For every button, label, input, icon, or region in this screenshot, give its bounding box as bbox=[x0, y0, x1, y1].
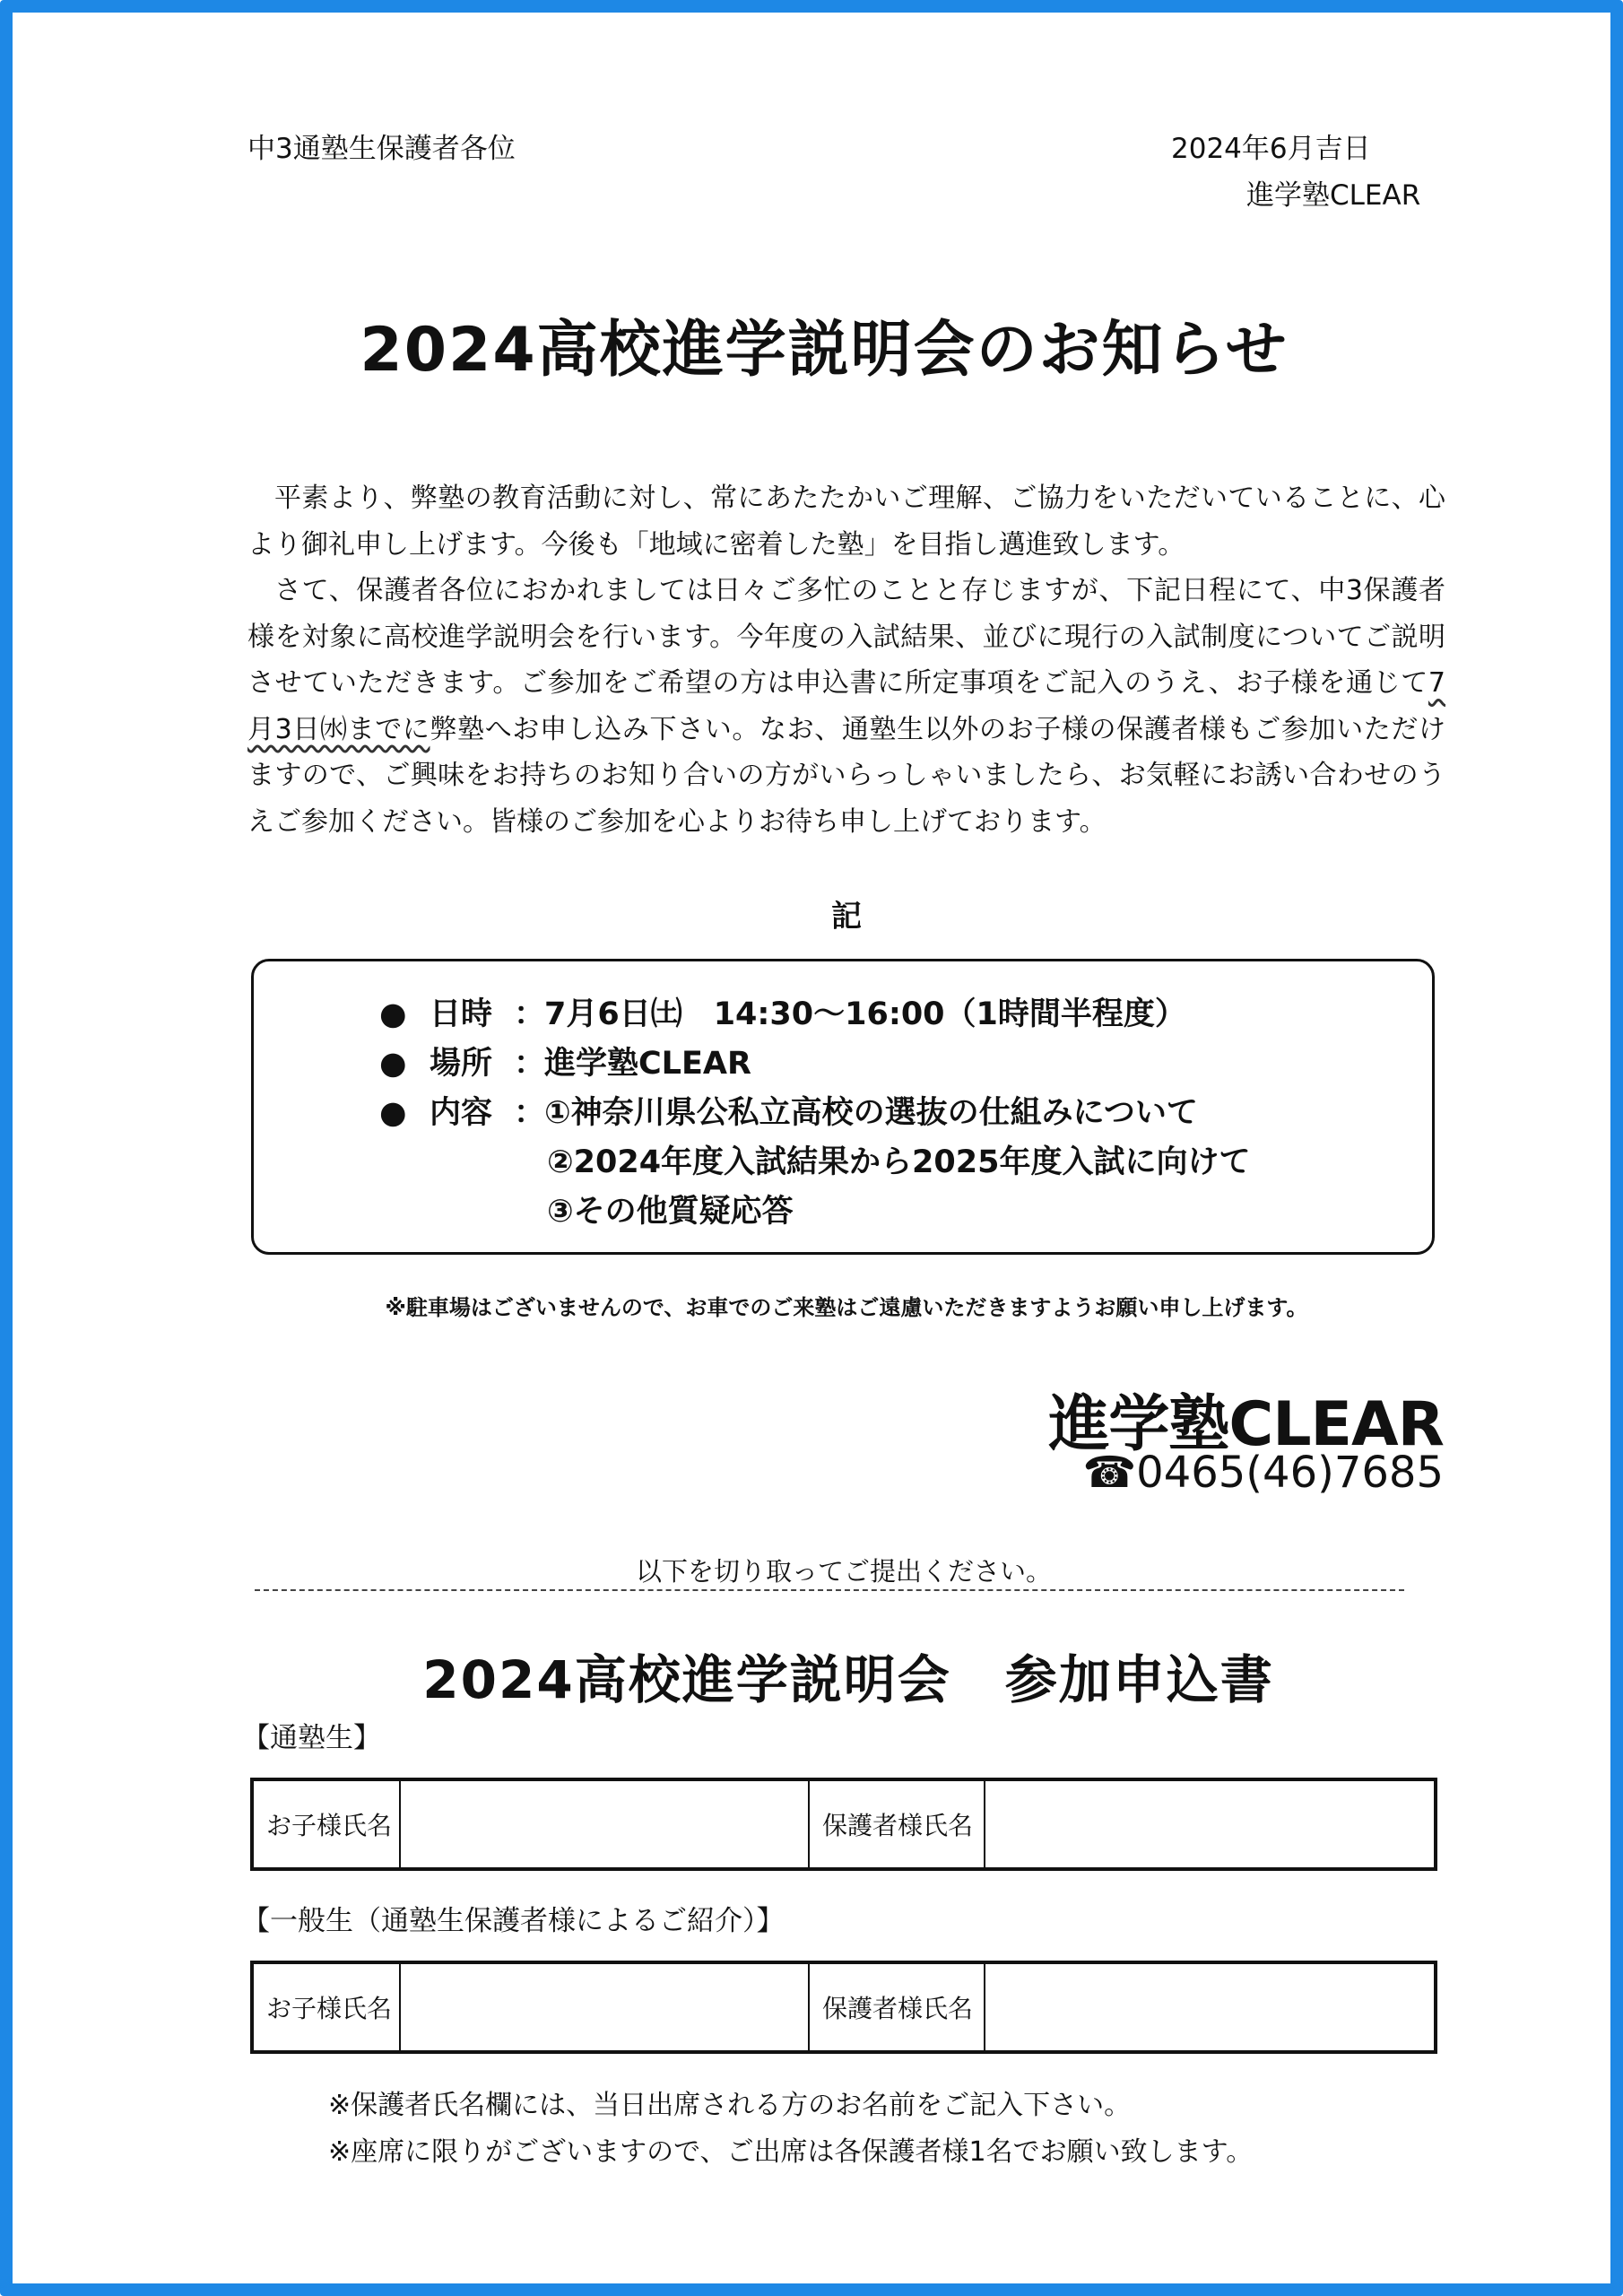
info-row-datetime bbox=[379, 989, 1186, 1034]
info-row-content bbox=[379, 1088, 1198, 1133]
bullet-icon: ● bbox=[379, 996, 407, 1032]
place-value: 進学塾CLEAR bbox=[544, 1046, 751, 1082]
brand-name: 進学塾CLEAR bbox=[1048, 1389, 1444, 1460]
parent-name-label: 保護者様氏名 bbox=[809, 1962, 985, 2052]
cut-line bbox=[255, 1589, 1404, 1591]
content-item-2: ②2024年度入試結果から2025年度入試に向けて bbox=[547, 1144, 1251, 1180]
section-label-general-students: 【一般生（通塾生保護者様によるご紹介）】 bbox=[242, 1905, 785, 1937]
note-seating: ※座席に限りがございますので、ご出席は各保護者様1名でお願い致します。 bbox=[328, 2136, 1254, 2168]
cut-instruction: 以下を切り取ってご提出ください。 bbox=[635, 1556, 1052, 1587]
ki-heading: 記 bbox=[831, 899, 862, 935]
parent-name-label: 保護者様氏名 bbox=[809, 1779, 985, 1869]
page-title: 2024高校進学説明会のお知らせ bbox=[360, 315, 1289, 386]
body-paragraph-1: 平素より、弊塾の教育活動に対し、常にあたたかいご理解、ご協力をいただいていることに、心より御礼申し上げます。今後も「地域に密着した塾」を目指し邁進致します。 bbox=[247, 483, 1445, 561]
deadline-text: 7月3日㈬までに bbox=[247, 667, 1445, 745]
issuer: 進学塾CLEAR bbox=[1246, 179, 1421, 212]
body-paragraph-2-start: さて、保護者各位におかれましては日々ご多忙のことと存じますが、下記日程にて、中3保護者様を対象に高校進学説明会を行います。今年度の入試結果、並びに現行の入試制度についてご説明させていただきます。ご参加をご希望の方は申込書に所定事項をご記入のうえ、お子様を通じて bbox=[247, 575, 1445, 699]
event-info-box bbox=[251, 959, 1435, 1255]
bullet-icon: ● bbox=[379, 1095, 407, 1131]
form-table-current-students bbox=[250, 1778, 1437, 1871]
issue-date: 2024年6月吉日 bbox=[1171, 133, 1371, 165]
body-text bbox=[247, 475, 1445, 845]
child-name-label: お子様氏名 bbox=[252, 1779, 400, 1869]
content-label: 内容 bbox=[430, 1095, 493, 1131]
content-item-1: ①神奈川県公私立高校の選抜の仕組みについて bbox=[544, 1095, 1198, 1131]
body-paragraph-2 bbox=[247, 568, 1445, 845]
parent-name-field[interactable] bbox=[985, 1779, 1436, 1869]
place-label: 場所 bbox=[430, 1046, 493, 1082]
section-label-current-students: 【通塾生】 bbox=[242, 1722, 381, 1754]
child-name-label: お子様氏名 bbox=[252, 1962, 400, 2052]
phone-number: ☎0465(46)7685 bbox=[1082, 1448, 1444, 1498]
colon: ： bbox=[514, 1095, 546, 1131]
addressee: 中3通塾生保護者各位 bbox=[247, 133, 516, 165]
child-name-field[interactable] bbox=[400, 1779, 809, 1869]
colon: ： bbox=[514, 1046, 546, 1082]
datetime-value: 7月6日㈯ 14:30～16:00（1時間半程度） bbox=[544, 996, 1186, 1032]
body-paragraph-2-end: 弊塾へお申し込み下さい。なお、通塾生以外のお子様の保護者様もご参加いただけますので、ご興味をお持ちのお知り合いの方がいらっしゃいましたら、お気軽にお誘い合わせのうえご参加ください。皆様のご参加を心よりお待ち申し上げております。 bbox=[247, 713, 1445, 838]
parent-name-field[interactable] bbox=[985, 1962, 1436, 2052]
bullet-icon: ● bbox=[379, 1046, 407, 1082]
form-table-general-students bbox=[250, 1961, 1437, 2054]
colon: ： bbox=[514, 996, 546, 1032]
content-item-3: ③その他質疑応答 bbox=[547, 1194, 794, 1230]
parking-note: ※駐車場はございませんので、お車でのご来塾はご遠慮いただきますようお願い申し上げます。 bbox=[385, 1295, 1308, 1320]
child-name-field[interactable] bbox=[400, 1962, 809, 2052]
form-title: 2024高校進学説明会 参加申込書 bbox=[422, 1649, 1274, 1710]
info-row-place bbox=[379, 1039, 751, 1083]
datetime-label: 日時 bbox=[430, 996, 493, 1032]
note-parent-name: ※保護者氏名欄には、当日出席される方のお名前をご記入下さい。 bbox=[328, 2090, 1132, 2121]
